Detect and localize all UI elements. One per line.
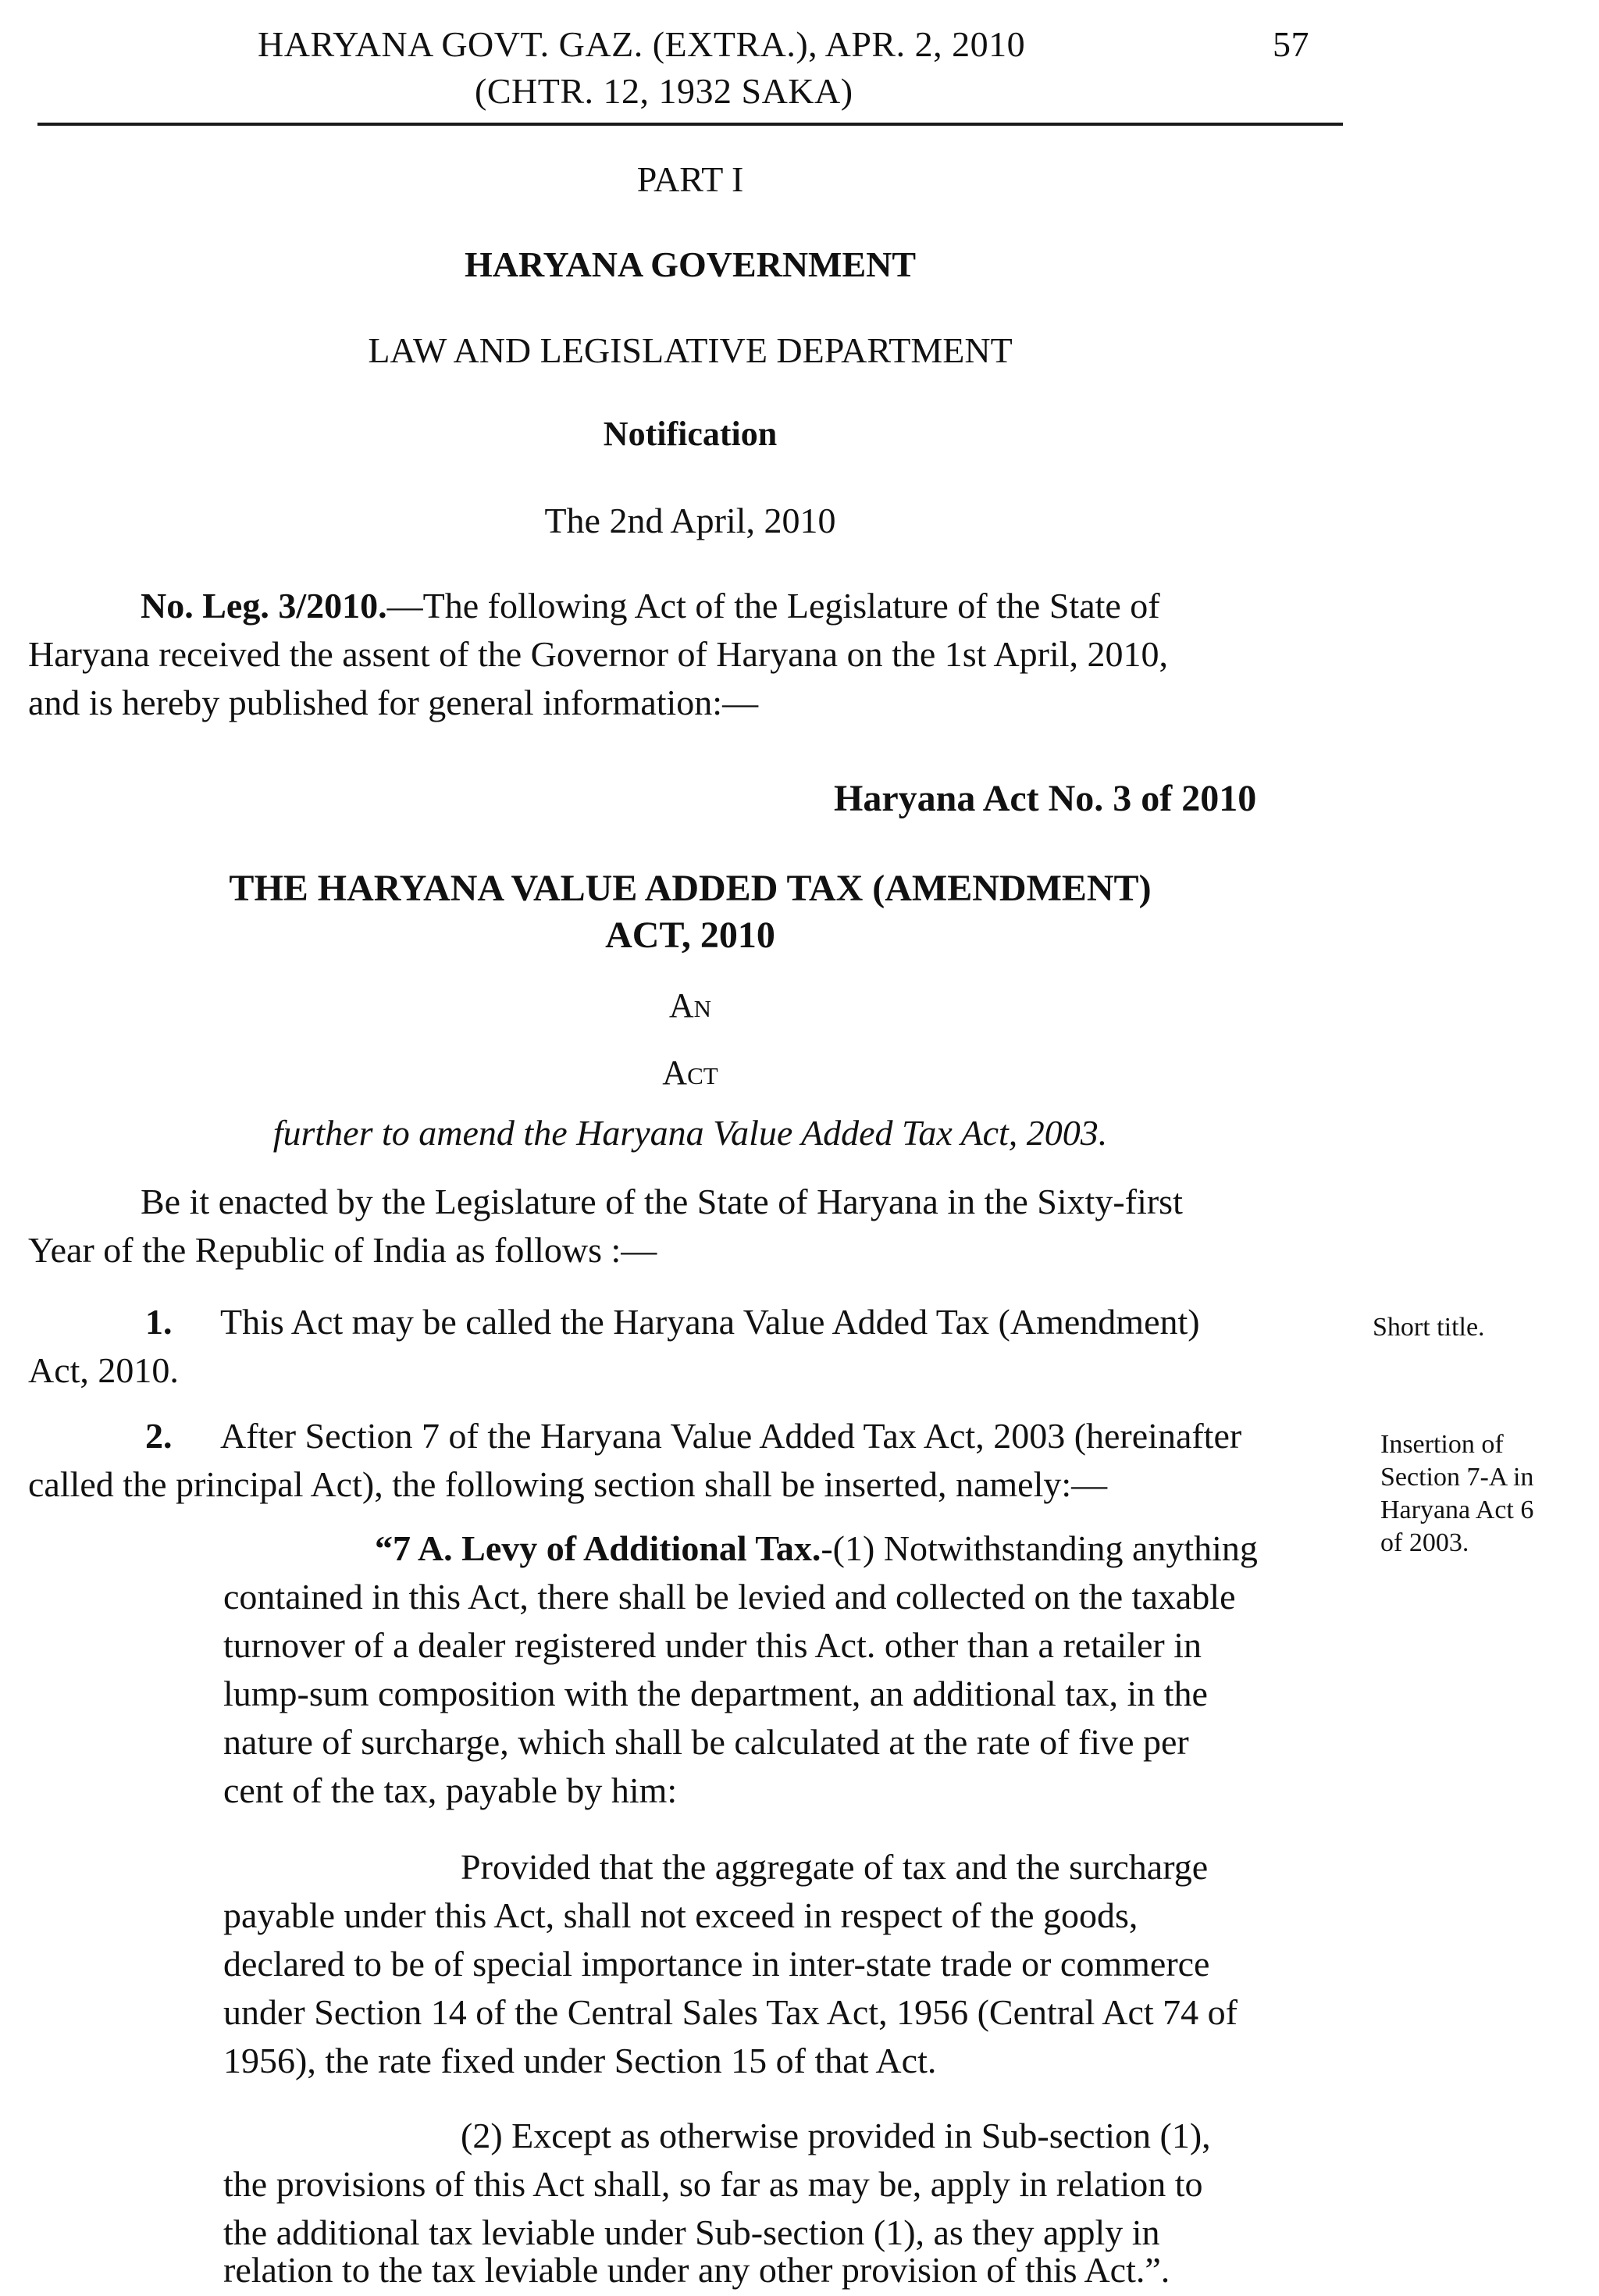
enacting-line-1: Be it enacted by the Legislature of the State of Haryana in the Sixty-first [141, 1182, 1183, 1221]
section-7a-heading: “7 A. Levy of Additional Tax. [375, 1528, 821, 1568]
section-2-number: 2. [145, 1416, 173, 1456]
proviso-line-1: Provided that the aggregate of tax and the surcharge [461, 1847, 1209, 1887]
section-1-number: 1. [145, 1302, 173, 1342]
act-title-line-1: THE HARYANA VALUE ADDED TAX (AMENDMENT) [229, 868, 1152, 909]
section-2-line-2: called the principal Act), the following section shall be inserted, namely:— [28, 1464, 1108, 1504]
saka-date: (CHTR. 12, 1932 SAKA) [475, 71, 853, 111]
notification-heading: Notification [603, 415, 778, 453]
proviso-line-4: under Section 14 of the Central Sales Tax Act, 1956 (Central Act 74 of [223, 1992, 1238, 2032]
header-rule [37, 123, 1343, 126]
section-7a-line-5: nature of surcharge, which shall be calculated at the rate of five per [223, 1722, 1189, 1762]
section-7a-sub1-start: -(1) Notwithstanding anything [821, 1528, 1258, 1568]
section-2-margin-note-1: Insertion of [1380, 1430, 1504, 1459]
section-7a-line-6: cent of the tax, payable by him: [223, 1770, 678, 1810]
section-2-line-1: After Section 7 of the Haryana Value Added Tax Act, 2003 (hereinafter [220, 1416, 1242, 1456]
act-title-line-2: ACT, 2010 [605, 914, 775, 956]
section-1-margin-note: Short title. [1373, 1313, 1485, 1342]
proviso-line-3: declared to be of special importance in inter-state trade or commerce [223, 1944, 1210, 1984]
notification-line-3: and is hereby published for general information:— [28, 683, 759, 722]
proviso-line-5: 1956), the rate fixed under Section 15 of that Act. [223, 2041, 937, 2080]
section-1-line-2: Act, 2010. [28, 1350, 179, 1390]
section-7a-line-3: turnover of a dealer registered under this Act. other than a retailer in [223, 1625, 1202, 1665]
section-7a-line-2: contained in this Act, there shall be levied and collected on the taxable [223, 1577, 1236, 1617]
page-number: 57 [1273, 24, 1309, 64]
section-7a-line-4: lump-sum composition with the department, an additional tax, in the [223, 1674, 1208, 1713]
section-2-margin-note-2: Section 7-A in [1380, 1463, 1534, 1492]
act-number: Haryana Act No. 3 of 2010 [834, 778, 1257, 819]
government-heading: HARYANA GOVERNMENT [464, 244, 917, 284]
long-title: further to amend the Haryana Value Added Tax Act, 2003. [272, 1113, 1108, 1153]
sub-section-2-line-2: the provisions of this Act shall, so far as may be, apply in relation to [223, 2164, 1203, 2204]
sub-section-2-line-4: relation to the tax leviable under any other provision of this Act.”. [223, 2250, 1170, 2290]
proviso-line-2: payable under this Act, shall not exceed in respect of the goods, [223, 1895, 1138, 1935]
an-label: An [668, 986, 712, 1025]
section-2-margin-note-4: of 2003. [1380, 1528, 1469, 1557]
sub-section-2-line-1: (2) Except as otherwise provided in Sub-section (1), [461, 2116, 1211, 2155]
notification-line-2: Haryana received the assent of the Governor of Haryana on the 1st April, 2010, [28, 634, 1169, 674]
notification-number: No. Leg. 3/2010. [141, 586, 387, 626]
enacting-line-2: Year of the Republic of India as follows :— [28, 1230, 657, 1270]
notification-line-1 [141, 582, 1160, 630]
notification-date: The 2nd April, 2010 [544, 501, 836, 540]
part-label: PART I [636, 159, 744, 199]
section-7a-line-1 [375, 1524, 1258, 1573]
act-label: Act [662, 1054, 718, 1092]
sub-section-2-line-3: the additional tax leviable under Sub-section (1), as they apply in [223, 2212, 1160, 2252]
notification-line-1-text: —The following Act of the Legislature of the State of [386, 586, 1160, 626]
department-heading: LAW AND LEGISLATIVE DEPARTMENT [368, 330, 1013, 370]
running-title: HARYANA GOVT. GAZ. (EXTRA.), APR. 2, 2010 [258, 24, 1026, 64]
section-1-line-1: This Act may be called the Haryana Value Added Tax (Amendment) [220, 1302, 1200, 1342]
section-2-margin-note-3: Haryana Act 6 [1380, 1496, 1534, 1524]
